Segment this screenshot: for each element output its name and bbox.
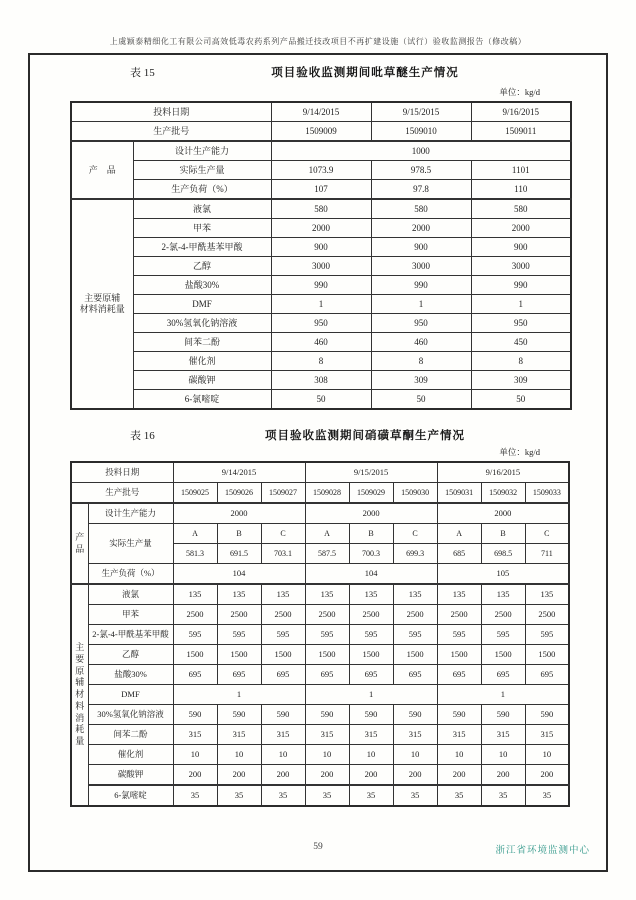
value-cell: 2000 <box>437 503 569 524</box>
value-cell: 35 <box>173 785 217 806</box>
value-cell: 1500 <box>393 645 437 665</box>
value-cell: 200 <box>173 765 217 786</box>
value-cell: 200 <box>349 765 393 786</box>
value-cell: 200 <box>481 765 525 786</box>
value-cell: 104 <box>305 564 437 585</box>
row-label: 液氯 <box>88 584 173 605</box>
row-label: 乙醇 <box>133 257 271 276</box>
value-cell: 315 <box>437 725 481 745</box>
value-cell: 595 <box>393 625 437 645</box>
value-cell: 1509011 <box>471 122 571 142</box>
value-cell: 200 <box>217 765 261 786</box>
value-cell: 587.5 <box>305 544 349 564</box>
value-cell: 685 <box>437 544 481 564</box>
row-label: 实际生产量 <box>88 524 173 564</box>
value-cell: 1509031 <box>437 483 481 504</box>
value-cell: 135 <box>481 584 525 605</box>
value-cell: 35 <box>305 785 349 806</box>
value-cell: 1500 <box>217 645 261 665</box>
value-cell: 10 <box>393 745 437 765</box>
value-cell: 8 <box>271 352 371 371</box>
value-cell: 9/14/2015 <box>271 102 371 122</box>
value-cell: 900 <box>271 238 371 257</box>
row-label: 碳酸钾 <box>88 765 173 786</box>
value-cell: 1509029 <box>349 483 393 504</box>
row-label: 投料日期 <box>71 462 173 483</box>
value-cell: 2500 <box>525 605 569 625</box>
value-cell: 1500 <box>305 645 349 665</box>
value-cell: 695 <box>305 665 349 685</box>
value-cell: 1500 <box>173 645 217 665</box>
table15-unit-label: 单位：kg/d <box>499 87 540 97</box>
value-cell: 460 <box>371 333 471 352</box>
value-cell: 1500 <box>349 645 393 665</box>
value-cell: 580 <box>371 199 471 219</box>
product-group-label: 产品 <box>71 503 88 584</box>
value-cell: 135 <box>305 584 349 605</box>
value-cell: 200 <box>437 765 481 786</box>
row-label: 设计生产能力 <box>88 503 173 524</box>
value-cell: 1 <box>305 685 437 705</box>
batch-letter-cell: C <box>261 524 305 544</box>
value-cell: 1500 <box>481 645 525 665</box>
value-cell: 200 <box>261 765 305 786</box>
value-cell: 35 <box>481 785 525 806</box>
value-cell: 691.5 <box>217 544 261 564</box>
value-cell: 1509033 <box>525 483 569 504</box>
table15-caption <box>30 64 606 80</box>
value-cell: 105 <box>437 564 569 585</box>
row-label: 甲苯 <box>88 605 173 625</box>
value-cell: 10 <box>217 745 261 765</box>
value-cell: 315 <box>173 725 217 745</box>
value-cell: 1 <box>371 295 471 314</box>
value-cell: 1509027 <box>261 483 305 504</box>
row-label: 盐酸30% <box>88 665 173 685</box>
table15-caption-title: 项目验收监测期间吡草醚生产情况 <box>271 67 459 79</box>
value-cell: 711 <box>525 544 569 564</box>
value-cell: 309 <box>371 371 471 390</box>
value-cell: 1509009 <box>271 122 371 142</box>
value-cell: 695 <box>261 665 305 685</box>
value-cell: 1509028 <box>305 483 349 504</box>
value-cell: 950 <box>271 314 371 333</box>
value-cell: 695 <box>481 665 525 685</box>
value-cell: 595 <box>305 625 349 645</box>
row-label: 30%氢氧化钠溶液 <box>133 314 271 333</box>
value-cell: 590 <box>437 705 481 725</box>
value-cell: 35 <box>393 785 437 806</box>
table16-unit-label: 单位：kg/d <box>499 447 540 457</box>
value-cell: 1073.9 <box>271 161 371 180</box>
value-cell: 590 <box>393 705 437 725</box>
product-group-label: 产 品 <box>71 141 133 199</box>
value-cell: 315 <box>261 725 305 745</box>
row-label: 乙醇 <box>88 645 173 665</box>
value-cell: 3000 <box>271 257 371 276</box>
value-cell: 308 <box>271 371 371 390</box>
value-cell: 595 <box>349 625 393 645</box>
value-cell: 9/16/2015 <box>437 462 569 483</box>
value-cell: 315 <box>481 725 525 745</box>
value-cell: 1500 <box>525 645 569 665</box>
row-label: 间苯二酚 <box>88 725 173 745</box>
table16-caption <box>30 427 606 443</box>
value-cell: 35 <box>217 785 261 806</box>
row-label: 6-氯嘧啶 <box>133 390 271 410</box>
value-cell: 135 <box>173 584 217 605</box>
value-cell: 990 <box>271 276 371 295</box>
batch-letter-cell: A <box>437 524 481 544</box>
value-cell: 2000 <box>173 503 305 524</box>
value-cell: 2500 <box>481 605 525 625</box>
value-cell: 900 <box>371 238 471 257</box>
value-cell: 35 <box>261 785 305 806</box>
value-cell: 1 <box>471 295 571 314</box>
row-label: 设计生产能力 <box>133 141 271 161</box>
value-cell: 1509030 <box>393 483 437 504</box>
value-cell: 97.8 <box>371 180 471 200</box>
value-cell: 595 <box>525 625 569 645</box>
value-cell: 1500 <box>261 645 305 665</box>
value-cell: 580 <box>271 199 371 219</box>
page-frame <box>28 53 608 872</box>
row-label: 生产批号 <box>71 483 173 504</box>
value-cell: 2500 <box>217 605 261 625</box>
row-label: 实际生产量 <box>133 161 271 180</box>
value-cell: 595 <box>173 625 217 645</box>
value-cell: 50 <box>371 390 471 410</box>
value-cell: 698.5 <box>481 544 525 564</box>
value-cell: 1101 <box>471 161 571 180</box>
value-cell: 200 <box>305 765 349 786</box>
value-cell: 590 <box>261 705 305 725</box>
value-cell: 580 <box>471 199 571 219</box>
value-cell: 1 <box>271 295 371 314</box>
value-cell: 10 <box>349 745 393 765</box>
value-cell: 590 <box>217 705 261 725</box>
value-cell: 135 <box>261 584 305 605</box>
value-cell: 695 <box>217 665 261 685</box>
row-label: DMF <box>133 295 271 314</box>
batch-letter-cell: C <box>393 524 437 544</box>
value-cell: 9/15/2015 <box>371 102 471 122</box>
value-cell: 3000 <box>371 257 471 276</box>
value-cell: 2500 <box>437 605 481 625</box>
value-cell: 135 <box>349 584 393 605</box>
value-cell: 1000 <box>271 141 571 161</box>
batch-letter-cell: B <box>349 524 393 544</box>
value-cell: 595 <box>261 625 305 645</box>
row-label: 2-氯-4-甲酰基苯甲酸 <box>88 625 173 645</box>
value-cell: 10 <box>437 745 481 765</box>
table16-caption-label: 表 16 <box>130 430 155 442</box>
value-cell: 1509026 <box>217 483 261 504</box>
value-cell: 3000 <box>471 257 571 276</box>
value-cell: 1 <box>437 685 569 705</box>
value-cell: 315 <box>349 725 393 745</box>
value-cell: 50 <box>271 390 371 410</box>
value-cell: 315 <box>525 725 569 745</box>
row-label: 催化剂 <box>88 745 173 765</box>
row-label: 催化剂 <box>133 352 271 371</box>
value-cell: 8 <box>371 352 471 371</box>
value-cell: 104 <box>173 564 305 585</box>
materials-group-label: 主要原辅 材料消耗量 <box>71 199 133 409</box>
value-cell: 9/15/2015 <box>305 462 437 483</box>
row-label: 液氯 <box>133 199 271 219</box>
row-label: 生产负荷（%） <box>133 180 271 200</box>
value-cell: 703.1 <box>261 544 305 564</box>
row-label: 6-氯嘧啶 <box>88 785 173 806</box>
value-cell: 595 <box>437 625 481 645</box>
value-cell: 2000 <box>471 219 571 238</box>
value-cell: 595 <box>481 625 525 645</box>
value-cell: 590 <box>305 705 349 725</box>
value-cell: 135 <box>217 584 261 605</box>
row-label: 碳酸钾 <box>133 371 271 390</box>
value-cell: 35 <box>349 785 393 806</box>
value-cell: 2500 <box>349 605 393 625</box>
value-cell: 1509025 <box>173 483 217 504</box>
value-cell: 990 <box>471 276 571 295</box>
value-cell: 10 <box>305 745 349 765</box>
value-cell: 590 <box>349 705 393 725</box>
value-cell: 699.3 <box>393 544 437 564</box>
value-cell: 9/14/2015 <box>173 462 305 483</box>
value-cell: 590 <box>481 705 525 725</box>
value-cell: 10 <box>173 745 217 765</box>
row-label: 间苯二酚 <box>133 333 271 352</box>
batch-letter-cell: B <box>481 524 525 544</box>
row-label: 30%氢氧化钠溶液 <box>88 705 173 725</box>
value-cell: 595 <box>217 625 261 645</box>
value-cell: 1 <box>173 685 305 705</box>
value-cell: 990 <box>371 276 471 295</box>
value-cell: 700.3 <box>349 544 393 564</box>
row-label: 生产负荷（%） <box>88 564 173 585</box>
value-cell: 1500 <box>437 645 481 665</box>
value-cell: 2500 <box>261 605 305 625</box>
table15-production-table <box>70 101 572 410</box>
table15-caption-label: 表 15 <box>130 67 155 79</box>
value-cell: 2500 <box>305 605 349 625</box>
value-cell: 695 <box>437 665 481 685</box>
value-cell: 315 <box>305 725 349 745</box>
batch-letter-cell: C <box>525 524 569 544</box>
value-cell: 107 <box>271 180 371 200</box>
footer-org-name: 浙江省环境监测中心 <box>495 846 590 856</box>
table16-caption-title: 项目验收监测期间硝磺草酮生产情况 <box>265 430 465 442</box>
row-label: 投料日期 <box>71 102 271 122</box>
value-cell: 2500 <box>173 605 217 625</box>
value-cell: 2500 <box>393 605 437 625</box>
value-cell: 10 <box>525 745 569 765</box>
value-cell: 950 <box>371 314 471 333</box>
value-cell: 200 <box>525 765 569 786</box>
batch-letter-cell: A <box>173 524 217 544</box>
running-header: 上虞颖泰精细化工有限公司高效低毒农药系列产品搬迁技改项目不再扩建设施（试行）验收监测报告（修改稿） <box>109 37 527 46</box>
value-cell: 10 <box>261 745 305 765</box>
row-label: 甲苯 <box>133 219 271 238</box>
value-cell: 10 <box>481 745 525 765</box>
value-cell: 695 <box>393 665 437 685</box>
batch-letter-cell: A <box>305 524 349 544</box>
value-cell: 35 <box>437 785 481 806</box>
table16-production-table <box>70 461 570 807</box>
batch-letter-cell: B <box>217 524 261 544</box>
value-cell: 200 <box>393 765 437 786</box>
value-cell: 135 <box>393 584 437 605</box>
value-cell: 2000 <box>271 219 371 238</box>
value-cell: 2000 <box>305 503 437 524</box>
value-cell: 978.5 <box>371 161 471 180</box>
value-cell: 315 <box>217 725 261 745</box>
value-cell: 590 <box>173 705 217 725</box>
row-label: 生产批号 <box>71 122 271 142</box>
value-cell: 695 <box>349 665 393 685</box>
row-label: 2-氯-4-甲酰基苯甲酸 <box>133 238 271 257</box>
value-cell: 460 <box>271 333 371 352</box>
value-cell: 135 <box>437 584 481 605</box>
value-cell: 590 <box>525 705 569 725</box>
value-cell: 695 <box>173 665 217 685</box>
value-cell: 9/16/2015 <box>471 102 571 122</box>
value-cell: 309 <box>471 371 571 390</box>
value-cell: 2000 <box>371 219 471 238</box>
value-cell: 695 <box>525 665 569 685</box>
value-cell: 110 <box>471 180 571 200</box>
value-cell: 8 <box>471 352 571 371</box>
value-cell: 50 <box>471 390 571 410</box>
value-cell: 1509032 <box>481 483 525 504</box>
row-label: DMF <box>88 685 173 705</box>
page-number: 59 <box>313 842 323 852</box>
materials-group-label: 主要原辅材料消耗量 <box>71 584 88 806</box>
value-cell: 135 <box>525 584 569 605</box>
value-cell: 900 <box>471 238 571 257</box>
row-label: 盐酸30% <box>133 276 271 295</box>
value-cell: 950 <box>471 314 571 333</box>
value-cell: 581.3 <box>173 544 217 564</box>
value-cell: 450 <box>471 333 571 352</box>
value-cell: 315 <box>393 725 437 745</box>
value-cell: 1509010 <box>371 122 471 142</box>
value-cell: 35 <box>525 785 569 806</box>
